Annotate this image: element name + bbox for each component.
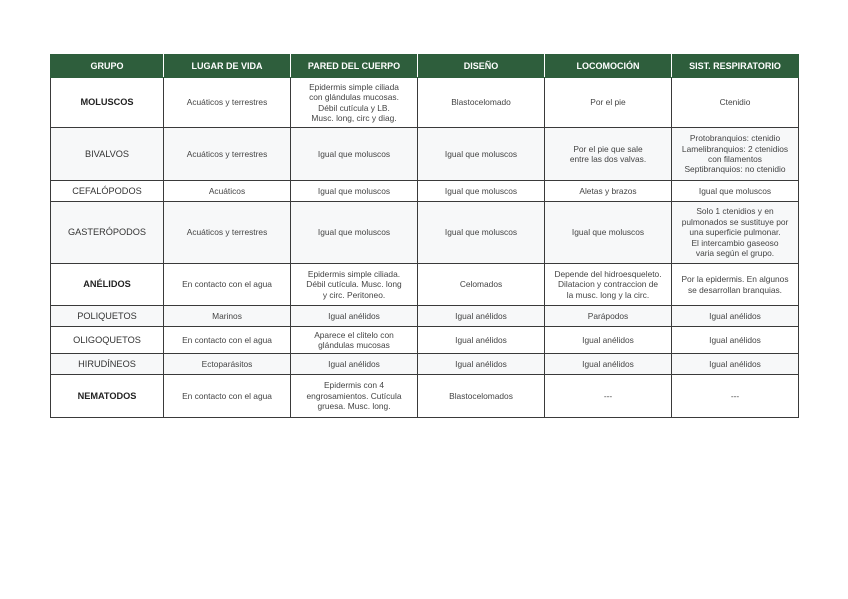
table-row xyxy=(51,306,799,327)
cell-lugar: Acuáticos xyxy=(164,181,291,202)
cell-respiratorio: Igual que moluscos xyxy=(672,181,799,202)
cell-pared: Igual que moluscos xyxy=(291,202,418,264)
table-row xyxy=(51,181,799,202)
table-row xyxy=(51,264,799,306)
cell-locomocion: Parápodos xyxy=(545,306,672,327)
table-row xyxy=(51,354,799,375)
cell-respiratorio: Igual anélidos xyxy=(672,306,799,327)
header-diseno: DISEÑO xyxy=(418,55,545,78)
cell-locomocion: Por el pie que sale entre las dos valvas. xyxy=(545,128,672,181)
cell-diseno: Igual que moluscos xyxy=(418,202,545,264)
header-sist-respiratorio: SIST. RESPIRATORIO xyxy=(672,55,799,78)
cell-lugar: Acuáticos y terrestres xyxy=(164,128,291,181)
cell-locomocion: --- xyxy=(545,375,672,418)
cell-respiratorio: Solo 1 ctenidios y en pulmonados se sustituye por una superficie pulmonar. El intercambio gaseoso varia según el grupo. xyxy=(672,202,799,264)
cell-grupo: CEFALÓPODOS xyxy=(51,181,164,202)
cell-grupo: POLIQUETOS xyxy=(51,306,164,327)
cell-grupo: MOLUSCOS xyxy=(51,78,164,128)
cell-lugar: Acuáticos y terrestres xyxy=(164,78,291,128)
cell-diseno: Igual que moluscos xyxy=(418,181,545,202)
header-pared-del-cuerpo: PARED DEL CUERPO xyxy=(291,55,418,78)
cell-diseno: Igual anélidos xyxy=(418,327,545,354)
table-row xyxy=(51,375,799,418)
cell-diseno: Blastocelomados xyxy=(418,375,545,418)
table-row xyxy=(51,78,799,128)
cell-diseno: Igual que moluscos xyxy=(418,128,545,181)
cell-grupo: OLIGOQUETOS xyxy=(51,327,164,354)
cell-grupo: ANÉLIDOS xyxy=(51,264,164,306)
table-row xyxy=(51,327,799,354)
cell-locomocion: Aletas y brazos xyxy=(545,181,672,202)
cell-diseno: Celomados xyxy=(418,264,545,306)
cell-respiratorio: Por la epidermis. En algunos se desarrollan branquias. xyxy=(672,264,799,306)
cell-locomocion: Por el pie xyxy=(545,78,672,128)
cell-respiratorio: Igual anélidos xyxy=(672,354,799,375)
cell-grupo: NEMATODOS xyxy=(51,375,164,418)
cell-lugar: En contacto con el agua xyxy=(164,264,291,306)
cell-locomocion: Depende del hidroesqueleto. Dilatacion y contraccion de la musc. long y la circ. xyxy=(545,264,672,306)
cell-lugar: Acuáticos y terrestres xyxy=(164,202,291,264)
cell-respiratorio: --- xyxy=(672,375,799,418)
header-locomocion: LOCOMOCIÓN xyxy=(545,55,672,78)
cell-respiratorio: Ctenidio xyxy=(672,78,799,128)
cell-pared: Igual anélidos xyxy=(291,306,418,327)
cell-diseno: Blastocelomado xyxy=(418,78,545,128)
header-grupo: GRUPO xyxy=(51,55,164,78)
cell-lugar: Marinos xyxy=(164,306,291,327)
cell-pared: Epidermis con 4 engrosamientos. Cutícula gruesa. Musc. long. xyxy=(291,375,418,418)
cell-diseno: Igual anélidos xyxy=(418,306,545,327)
cell-pared: Igual que moluscos xyxy=(291,181,418,202)
table-row xyxy=(51,128,799,181)
cell-grupo: BIVALVOS xyxy=(51,128,164,181)
table-row xyxy=(51,202,799,264)
header-lugar-de-vida: LUGAR DE VIDA xyxy=(164,55,291,78)
classification-table xyxy=(50,54,799,418)
cell-diseno: Igual anélidos xyxy=(418,354,545,375)
cell-pared: Epidermis simple ciliada. Débil cutícula. Musc. long y circ. Peritoneo. xyxy=(291,264,418,306)
cell-pared: Igual que moluscos xyxy=(291,128,418,181)
cell-lugar: En contacto con el agua xyxy=(164,327,291,354)
cell-grupo: GASTERÓPODOS xyxy=(51,202,164,264)
document-page xyxy=(50,54,798,418)
cell-locomocion: Igual anélidos xyxy=(545,327,672,354)
table-header-row xyxy=(51,55,799,78)
cell-respiratorio: Igual anélidos xyxy=(672,327,799,354)
cell-lugar: Ectoparásitos xyxy=(164,354,291,375)
cell-pared: Aparece el clitelo con glándulas mucosas xyxy=(291,327,418,354)
cell-locomocion: Igual que moluscos xyxy=(545,202,672,264)
cell-respiratorio: Protobranquios: ctenidio Lamelibranquios: 2 ctenidios con filamentos Septibranquios: no ctenidio xyxy=(672,128,799,181)
cell-locomocion: Igual anélidos xyxy=(545,354,672,375)
cell-pared: Igual anélidos xyxy=(291,354,418,375)
cell-pared: Epidermis simple ciliada con glándulas mucosas. Débil cutícula y LB. Musc. long, circ y diag. xyxy=(291,78,418,128)
cell-lugar: En contacto con el agua xyxy=(164,375,291,418)
cell-grupo: HIRUDÍNEOS xyxy=(51,354,164,375)
